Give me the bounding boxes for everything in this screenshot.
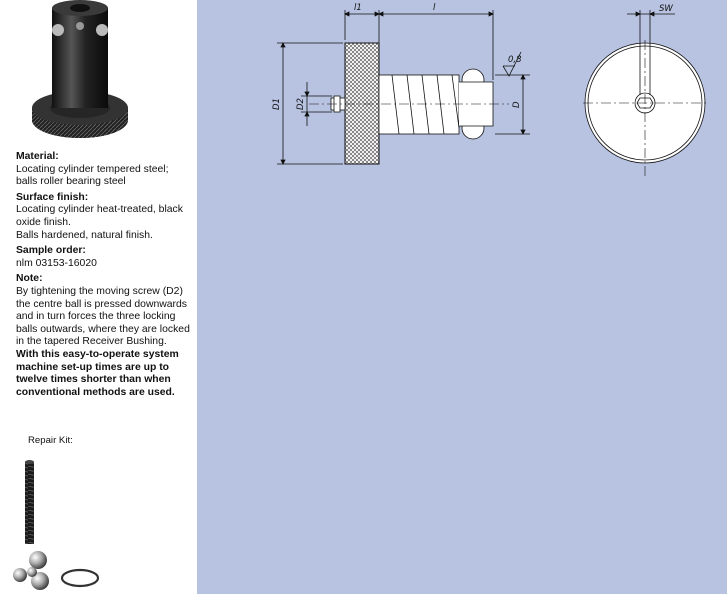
- surface-finish-label: Surface finish:: [16, 191, 89, 203]
- product-photo: [28, 0, 133, 145]
- surface-finish-line2: Balls hardened, natural finish.: [16, 229, 153, 241]
- note-text: By tightening the moving screw (D2) the centre ball is pressed downwards and in turn forces the three locking balls outwards, where they are locked in the tapered Receiver Bushing.: [16, 285, 190, 348]
- material-text: Locating cylinder tempered steel; balls roller bearing steel: [16, 163, 169, 188]
- repair-kit-photo: [10, 458, 110, 594]
- dim-sw: SW: [659, 4, 673, 14]
- dim-d: D: [512, 101, 522, 108]
- dim-d1: D1: [272, 98, 282, 110]
- dim-l1: l1: [354, 3, 362, 13]
- specification-text: [16, 151, 192, 402]
- note-bold-text: With this easy-to-operate system machine set-up times are up to twelve times shorter than when conventional methods are used.: [16, 348, 179, 398]
- note-label: Note:: [16, 273, 43, 285]
- dim-d2: D2: [296, 98, 306, 110]
- repair-kit-label: Repair Kit:: [28, 435, 73, 446]
- material-label: Material:: [16, 151, 59, 162]
- surface-finish-line1: Locating cylinder heat-treated, black oxide finish.: [16, 204, 183, 228]
- sample-order-label: Sample order:: [16, 245, 86, 257]
- dim-l: l: [433, 3, 436, 13]
- technical-drawing: [197, 0, 727, 594]
- roughness-value: 0,8: [508, 55, 522, 65]
- drawing-panel: [197, 0, 727, 594]
- left-column: [0, 0, 197, 594]
- sample-order-text: nlm 03153-16020: [16, 257, 97, 269]
